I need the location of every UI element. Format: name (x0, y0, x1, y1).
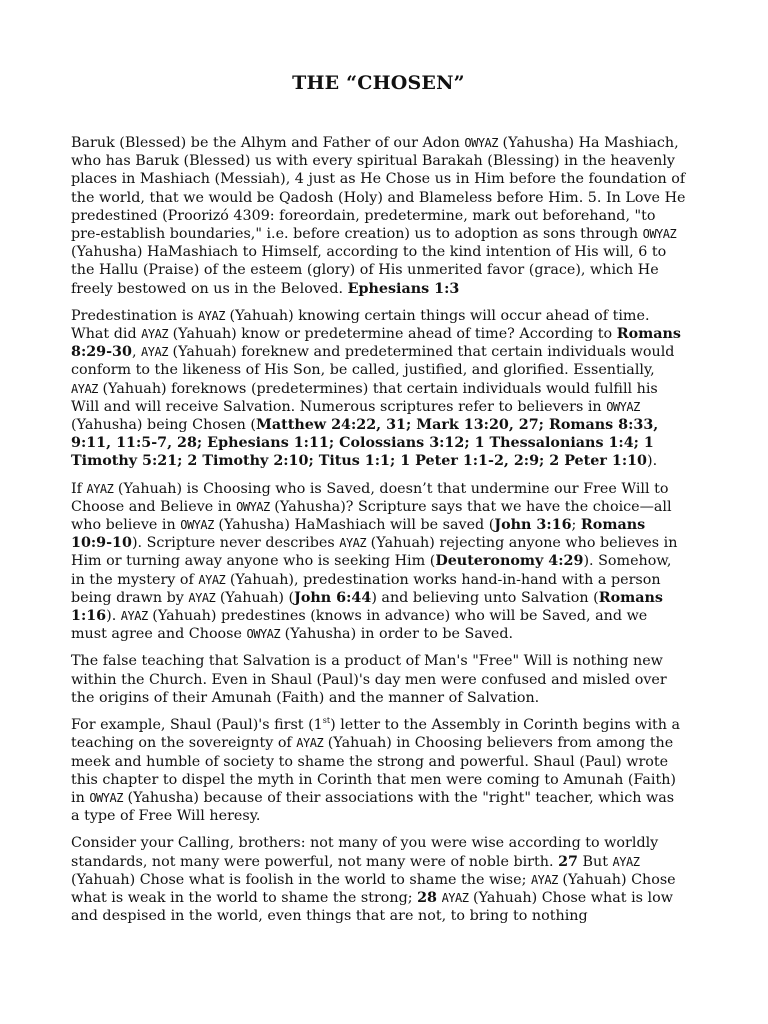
text-run: (Yahusha) because of their associations with the "right" teacher, which was a type of Free Will heresy. (71, 789, 675, 825)
text-run: (Yahuah) ( (215, 589, 295, 606)
paleo-hebrew-name: AYAZ (141, 345, 168, 360)
paragraph (71, 834, 686, 925)
text-run: (Yahuah), predestination works hand-in-hand with a person being drawn by (71, 571, 661, 606)
scripture-reference: 28 (417, 889, 438, 906)
scripture-reference: Romans 8:29-30 (71, 326, 681, 361)
paleo-hebrew-name: OWYAZ (464, 136, 498, 150)
superscript: st (322, 716, 331, 726)
paleo-hebrew-name: OWYAZ (180, 518, 214, 533)
document-body (71, 134, 686, 925)
paleo-hebrew-name: AYAZ (612, 854, 640, 869)
text-run: (Yahuah) is Choosing who is Saved, doesn’t that undermine our Free Will to Choose and Believe in (71, 480, 669, 515)
paleo-hebrew-name: AYAZ (198, 572, 226, 587)
scripture-reference: 27 (558, 853, 578, 870)
paragraph (71, 307, 686, 471)
text-run: ). Scripture never describes (131, 535, 340, 552)
text-run: Predestination is (71, 307, 199, 324)
paragraph (71, 652, 686, 707)
text-run: If (71, 480, 87, 497)
text-run: (Yahuah) foreknows (predetermines) that certain individuals would fulfill his Will and will receive Salvation. Numerous scriptures refer to believers in (71, 380, 658, 415)
text-run: (Yahuah) Chose what is weak in the world to shame the strong; (71, 871, 676, 906)
text-run: (Yahusha) Ha Mashiach, who has Baruk (Blessed) us with every spiritual Barakah (Blessing) in the heavenly places in Mashiach (Messiah), 4 just as He Chose us in Him before the foundation of the world, that we would be Qadosh (Holy) and Blameless before Him. 5. In Love He predestined (Proorizó 4309: foreordain, predetermine, mark out beforehand, "to pre-establish boundaries," i.e. before creation) us to adoption as sons through (71, 135, 686, 243)
text-run: (Yahusha) HaMashiach to Himself, according to the kind intention of His will, 6 to the Hallu (Praise) of the esteem (glory) of His unmerited favor (grace), which He freely bestowed on us in the Beloved. (71, 244, 667, 297)
paragraph (71, 480, 686, 644)
text-run: (Yahusha) in order to be Saved. (280, 626, 514, 643)
paleo-hebrew-name: AYAZ (296, 736, 324, 751)
paleo-hebrew-name: OWYAZ (606, 399, 640, 414)
text-run: , (131, 344, 142, 361)
text-run: (Yahusha) being Chosen ( (71, 417, 257, 434)
scripture-reference: Romans 10:9-10 (71, 517, 646, 552)
text-run: (Yahuah) Chose what is foolish in the world to shame the wise; (71, 871, 531, 888)
text-run: For example, Shaul (Paul)'s first (1 (71, 717, 323, 734)
text-run: Consider your Calling, brothers: not many of you were wise according to worldly standards, not many were powerful, not many were of noble birth. (71, 835, 659, 870)
text-run: ). (647, 453, 658, 470)
text-run: The false teaching that Salvation is a product of Man's "Free" Will is nothing new within the Church. Even in Shaul (Paul)'s day men were confused and misled over the origins of their Amunah (Faith) and the manner of Salvation. (71, 653, 667, 706)
paleo-hebrew-name: OWYAZ (236, 499, 270, 514)
paleo-hebrew-name: AYAZ (198, 308, 225, 323)
text-run: (Yahuah) in Choosing believers from among the meek and humble of society to shame the strong and powerful. Shaul (Paul) wrote this chapter to dispel the myth in Corinth that men were coming to Amunah (Faith) in (71, 735, 676, 806)
text-run: (Yahusha) HaMashiach will be saved ( (213, 517, 495, 534)
scripture-reference: Romans 1:16 (71, 589, 663, 625)
text-run: ) and believing unto Salvation ( (371, 589, 599, 606)
scripture-reference: Matthew 24:22, 31; Mark 13:20, 27; Romans 8:33, 9:11, 11:5-7, 28; Ephesians 1:11; Colossians 3:12; 1 Thessalonians 1:4; 1 Timothy 5:21; 2 Timothy 2:10; Titus 1:1; 1 Peter 1:1-2, 2:9; 2 Peter 1:10 (71, 417, 659, 470)
text-run: ) letter to the Assembly in Corinth begins with a teaching on the sovereignty of (71, 717, 681, 752)
paleo-hebrew-name: OWYAZ (642, 227, 677, 242)
paleo-hebrew-name: AYAZ (530, 872, 558, 887)
scripture-reference: Deuteronomy 4:29 (435, 553, 584, 570)
text-run: (Yahuah) foreknew and predetermined that certain individuals would conform to the likeness of His Son, be called, justified, and glorified. Essentially, (71, 344, 675, 379)
text-run: (Yahuah) know or predetermine ahead of time? According to (168, 326, 617, 343)
paleo-hebrew-name: AYAZ (188, 590, 216, 605)
text-run: Baruk (Blessed) be the Alhym and Father of our Adon (71, 135, 465, 151)
text-run: But (577, 853, 613, 870)
text-run: (Yahuah) knowing certain things will occur ahead of time. What did (71, 307, 650, 343)
paragraph (71, 716, 686, 825)
text-run: (Yahuah) rejecting anyone who believes in Him or turning away anyone who is seeking Him ( (71, 535, 678, 570)
text-run: (Yahusha)? Scripture says that we have the choice—all who believe in (71, 498, 672, 534)
scripture-reference: Ephesians 1:3 (347, 280, 460, 297)
page-title: THE “CHOSEN” (292, 72, 465, 94)
paleo-hebrew-name: AYAZ (339, 536, 367, 551)
text-run: ). Somehow, in the mystery of (71, 553, 672, 588)
text-run: ). (106, 608, 121, 625)
scripture-reference: John 6:44 (294, 589, 372, 606)
paleo-hebrew-name: OWYAZ (246, 627, 281, 642)
paleo-hebrew-name: AYAZ (86, 481, 114, 496)
paleo-hebrew-name: AYAZ (120, 609, 148, 624)
scripture-reference: John 3:16 (494, 517, 572, 534)
text-run: ; (571, 517, 581, 534)
paleo-hebrew-name: AYAZ (71, 381, 98, 396)
paragraph (71, 134, 686, 298)
paleo-hebrew-name: AYAZ (141, 327, 169, 342)
paleo-hebrew-name: OWYAZ (89, 790, 123, 805)
text-run: (Yahuah) predestines (knows in advance) who will be Saved, and we must agree and Choose (71, 608, 648, 643)
text-run: (Yahuah) Chose what is low and despised in the world, even things that are not, to bring to nothing (71, 889, 673, 925)
paleo-hebrew-name: AYAZ (441, 890, 469, 905)
